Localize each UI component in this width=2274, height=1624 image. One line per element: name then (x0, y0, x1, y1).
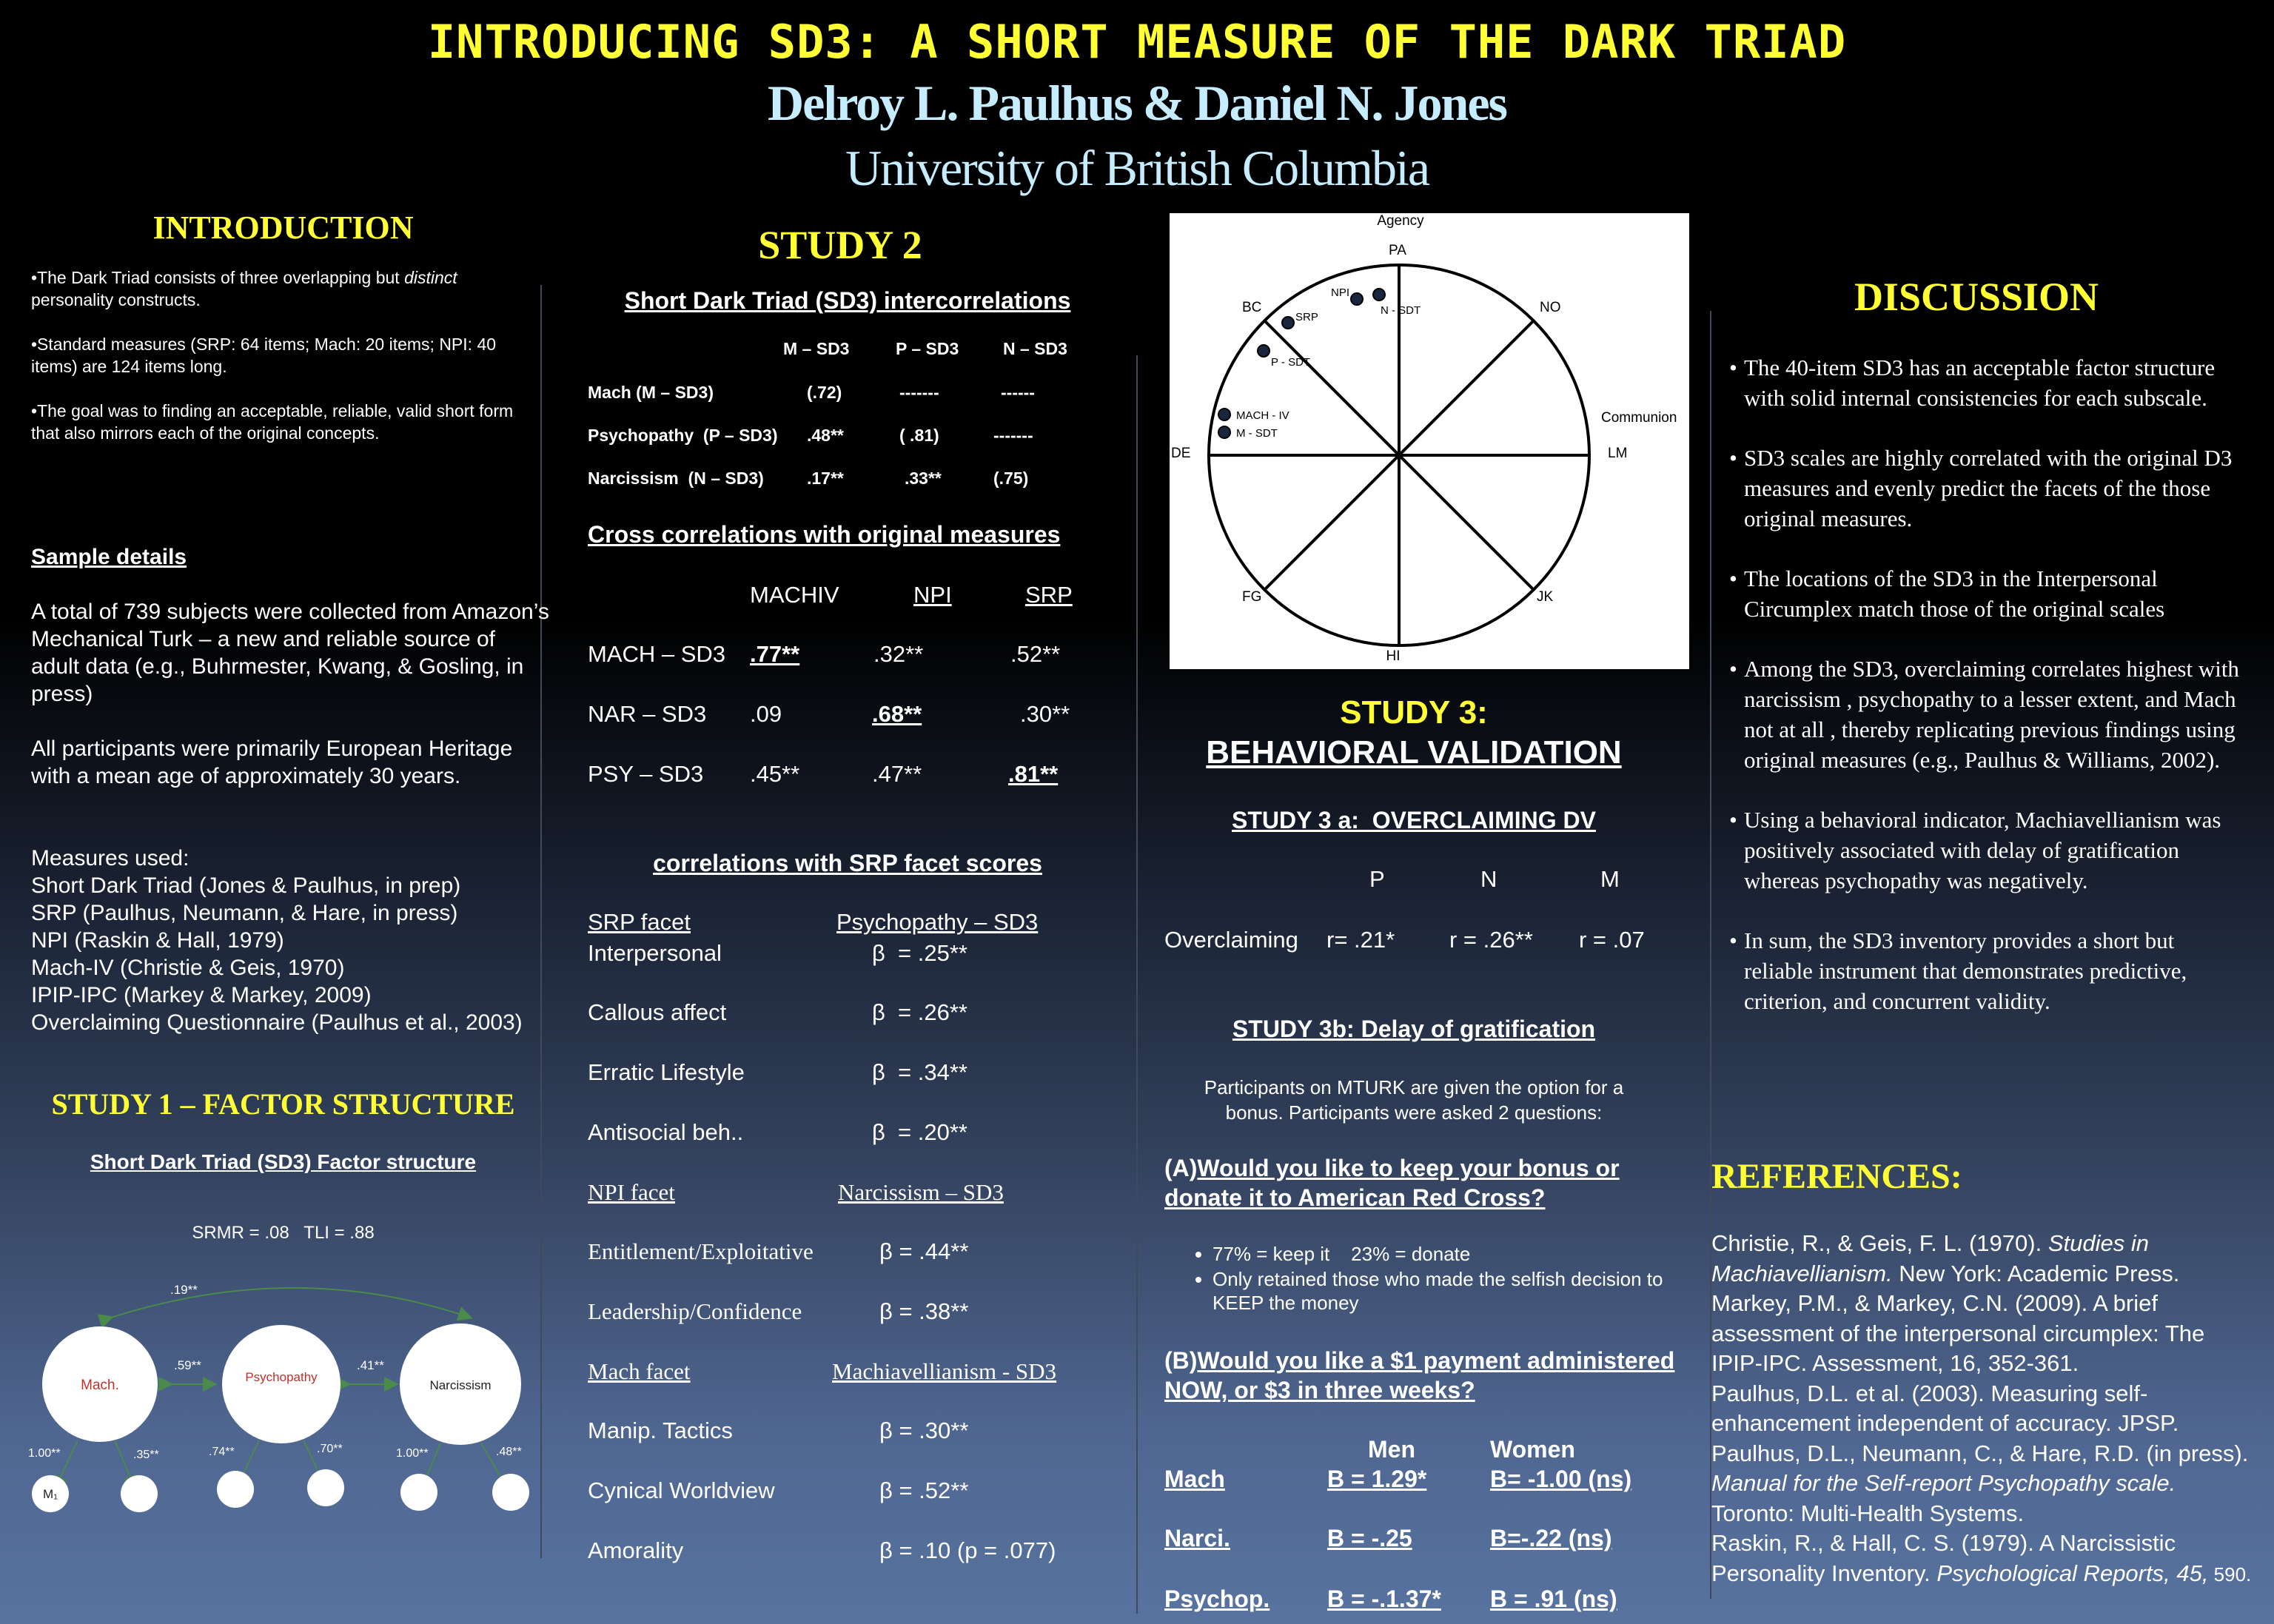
column-divider-2 (1136, 355, 1138, 1614)
indicator (400, 1474, 437, 1511)
label-lm: LM (1608, 446, 1628, 461)
overclaiming-value-m: r = .07 (1579, 927, 1645, 953)
indicator (492, 1474, 529, 1511)
facet-value: β = .38** (879, 1298, 969, 1324)
facet-header: NPI facet (588, 1179, 675, 1205)
cross-row-label: MACH – SD3 (588, 641, 726, 667)
study1-subtitle: Short Dark Triad (SD3) Factor structure (90, 1150, 477, 1173)
intercorr-row-label: Narcissism (N – SD3) (588, 469, 764, 488)
point-m-sdt (1218, 426, 1230, 438)
factor-label-mach: Mach. (81, 1378, 119, 1393)
point-label-m-sdt: M - SDT (1236, 427, 1278, 440)
discussion-list (1729, 352, 2247, 1046)
cross-header: SRP (1025, 582, 1073, 608)
intercorr-row-label: Psychopathy (P – SD3) (588, 426, 778, 445)
delay-cell-men: B = -.1.37* (1327, 1586, 1441, 1612)
discussion-point: • The 40-item SD3 has an acceptable factor structure with solid internal consistencies for each subscale. (1729, 352, 2247, 413)
reference-item: Christie, R., & Geis, F. L. (1970). Studies in Machiavellianism. New York: Academic Press. (1711, 1230, 2180, 1286)
intercorr-cell: (.75) (993, 469, 1029, 488)
facet-value: β = .20** (872, 1119, 967, 1145)
delay-header-women: Women (1490, 1436, 1575, 1463)
reference-item: Markey, P.M., & Markey, C.N. (2009). A brief assessment of the interpersonal circumplex: The IPIP-IPC. Assessment, 16, 352-361. (1711, 1290, 2205, 1376)
intercorr-cell: .33** (905, 469, 942, 488)
label-no: NO (1540, 300, 1561, 315)
intercorr-cell: ------- (993, 426, 1033, 445)
delay-header-men: Men (1368, 1436, 1415, 1463)
sample-para-2: All participants were primarily European Heritage with a mean age of approximately 30 years. (31, 736, 513, 788)
intro-bullet-3: •The goal was to finding an acceptable, reliable, valid short form that also mirrors each of the original concepts. (31, 401, 514, 443)
references-title: REFERENCES: (1711, 1157, 1962, 1196)
delay-cell-men: B = 1.29* (1327, 1466, 1427, 1492)
intercorr-cell: .48** (807, 426, 844, 445)
measure-item: NPI (Raskin & Hall, 1979) (31, 928, 284, 953)
overclaiming-value-n: r = .26** (1449, 927, 1533, 953)
path-label-mach-psy: .59** (174, 1358, 201, 1372)
indicator (121, 1475, 158, 1512)
measure-item: Overclaiming Questionnaire (Paulhus et al., 2003) (31, 1010, 523, 1035)
study3b-title: STUDY 3b: Delay of gratification (1232, 1016, 1596, 1042)
facet-label: Leadership/Confidence (588, 1298, 802, 1324)
facet-label: Interpersonal (588, 940, 722, 966)
facet-header: Mach facet (588, 1358, 691, 1384)
indicator (307, 1469, 344, 1506)
loading-label: .48** (496, 1446, 522, 1458)
facet-header: SRP facet (588, 909, 691, 935)
point-npi (1351, 293, 1363, 305)
intercorr-header: M – SD3 (783, 339, 850, 358)
cross-cell: .81** (1008, 761, 1059, 787)
facet-value: β = .25** (872, 940, 967, 966)
overclaiming-value-p: r= .21* (1326, 927, 1395, 953)
facet-label: Entitlement/Exploitative (588, 1238, 814, 1264)
reference-item: Raskin, R., & Hall, C. S. (1979). A Narcissistic Personality Inventory. Psychological Reports, 45, 590. (1711, 1530, 2252, 1586)
factor-structure-diagram (22, 1273, 540, 1525)
discussion-title: DISCUSSION (1854, 275, 2099, 319)
discussion-point: • Using a behavioral indicator, Machiavellianism was positively associated with delay of gratification whereas psychopathy was negatively. (1729, 805, 2247, 896)
facet-header: Machiavellianism - SD3 (832, 1358, 1057, 1384)
label-hi: HI (1386, 648, 1401, 664)
facet-label: Cynical Worldview (588, 1477, 775, 1503)
measure-item: Mach-IV (Christie & Geis, 1970) (31, 956, 345, 980)
intercorr-cell: ------ (1001, 383, 1035, 402)
facet-value: β = .10 (p = .077) (879, 1537, 1056, 1563)
cross-header: MACHIV (750, 582, 839, 608)
facet-label: Erratic Lifestyle (588, 1059, 745, 1085)
intercorr-cell: ( .81) (899, 426, 939, 445)
facet-label: Callous affect (588, 999, 727, 1025)
path-label-psy-nar: .41** (357, 1358, 384, 1372)
study3a-header-m: M (1600, 866, 1620, 892)
interpersonal-circumplex (1170, 213, 1689, 669)
study1-title: STUDY 1 – FACTOR STRUCTURE (51, 1087, 515, 1121)
point-label-mach-iv: MACH - IV (1236, 409, 1289, 422)
delay-row-label: Narci. (1164, 1525, 1230, 1551)
indicator-label: M₁ (43, 1487, 58, 1501)
label-de: DE (1171, 446, 1191, 461)
intercorr-header: P – SD3 (896, 339, 959, 358)
measure-item: Short Dark Triad (Jones & Paulhus, in prep) (31, 873, 461, 898)
facet-label: Amorality (588, 1537, 684, 1563)
intercorr-row-label: Mach (M – SD3) (588, 383, 714, 402)
facet-label: Manip. Tactics (588, 1417, 733, 1443)
study3a-header-n: N (1480, 866, 1497, 892)
indicator (217, 1471, 254, 1508)
loading-label: 1.00** (396, 1447, 429, 1460)
cross-header: NPI (913, 582, 952, 608)
facet-value: β = .44** (879, 1238, 969, 1264)
facet-value: β = .30** (879, 1417, 969, 1443)
facet-value: β = .26** (872, 999, 967, 1025)
factor-label-narcissism: Narcissism (429, 1378, 492, 1392)
cross-cell: .45** (750, 761, 800, 787)
loading-label: .74** (209, 1446, 235, 1458)
sample-para-1: A total of 739 subjects were collected from Amazon’s Mechanical Turk – a new and reliable source of adult data (e.g., Buhrmester, Kwang, & Gosling, in press) (31, 600, 549, 706)
intro-bullet-2: •Standard measures (SRP: 64 items; Mach: 20 items; NPI: 40 items) are 124 items long. (31, 335, 497, 376)
question-a: (A)Would you like to keep your bonus or donate it to American Red Cross? (1164, 1155, 1620, 1211)
overclaiming-label: Overclaiming (1164, 927, 1298, 953)
reference-item: Paulhus, D.L. et al. (2003). Measuring self-enhancement independent of accuracy. JPSP. (1711, 1380, 2179, 1436)
sample-text (31, 598, 549, 1036)
facet-label: Antisocial beh.. (588, 1119, 744, 1145)
facet-header: Narcissism – SD3 (838, 1179, 1004, 1205)
introduction-title: INTRODUCTION (152, 209, 414, 246)
introduction-text (31, 266, 534, 444)
measures-label: Measures used: (31, 846, 190, 870)
delay-row-label: Psychop. (1164, 1586, 1270, 1612)
loading-label: .70** (317, 1443, 343, 1455)
delay-cell-women: B = .91 (ns) (1490, 1586, 1617, 1612)
references-list (1711, 1229, 2274, 1589)
label-pa: PA (1389, 243, 1406, 258)
intercorr-cell: ------- (899, 383, 939, 402)
delay-cell-men: B = -.25 (1327, 1525, 1412, 1551)
cross-cell: .30** (1020, 701, 1070, 727)
path-label-top: .19** (170, 1283, 198, 1297)
question-a-bullets (1192, 1242, 1686, 1316)
loading-label: .35** (133, 1449, 159, 1461)
question-a-bullet: • Only retained those who made the selfish decision to KEEP the money (1213, 1267, 1686, 1315)
delay-cell-women: B=-.22 (ns) (1490, 1525, 1612, 1551)
cross-cell: .52** (1010, 641, 1061, 667)
discussion-point: • In sum, the SD3 inventory provides a short but reliable instrument that demonstrates predictive, criterion, and concurrent validity. (1729, 925, 2247, 1016)
label-bc: BC (1242, 300, 1262, 315)
poster-title: INTRODUCING SD3: A SHORT MEASURE OF THE DARK TRIAD (427, 15, 1847, 69)
point-p-sdt (1258, 345, 1270, 357)
discussion-point: • The locations of the SD3 in the Interpersonal Circumplex match those of the original scales (1729, 563, 2247, 624)
question-a-bullet: • 77% = keep it 23% = donate (1213, 1242, 1686, 1266)
poster-university: University of British Columbia (845, 140, 1429, 196)
facet-header: Psychopathy – SD3 (836, 909, 1039, 935)
label-jk: JK (1537, 589, 1554, 605)
intro-bullet-1: •The Dark Triad consists of three overlapping but distinct personality constructs. (31, 268, 457, 309)
cross-row-label: NAR – SD3 (588, 701, 707, 727)
cross-cell: .47** (872, 761, 922, 787)
measure-item: SRP (Paulhus, Neumann, & Hare, in press) (31, 901, 458, 925)
intercorr-cell: .17** (807, 469, 844, 488)
sample-title: Sample details (31, 545, 187, 569)
measure-item: IPIP-IPC (Markey & Markey, 2009) (31, 983, 372, 1007)
cross-cell: .09 (750, 701, 782, 727)
study3-subtitle: BEHAVIORAL VALIDATION (1206, 734, 1622, 771)
study3a-header-p: P (1369, 866, 1385, 892)
study3b-intro: Participants on MTURK are given the option for a bonus. Participants were asked 2 questions: (1204, 1076, 1624, 1124)
point-srp (1282, 317, 1294, 329)
delay-row-label: Mach (1164, 1466, 1225, 1492)
cross-cell: .32** (873, 641, 924, 667)
factor-label-psychopathy: Psychopathy (245, 1370, 318, 1384)
covariance-arc (111, 1288, 470, 1318)
factor-psychopathy (222, 1325, 341, 1443)
intercorr-title: Short Dark Triad (SD3) intercorrelations (624, 287, 1071, 314)
study1-fit-indices: SRMR = .08 TLI = .88 (192, 1223, 375, 1243)
delay-cell-women: B= -1.00 (ns) (1490, 1466, 1632, 1492)
facet-value: β = .34** (872, 1059, 967, 1085)
label-fg: FG (1242, 589, 1262, 605)
cross-corr-title: Cross correlations with original measures (588, 521, 1061, 548)
poster-authors: Delroy L. Paulhus & Daniel N. Jones (768, 75, 1506, 131)
point-label-n-sdt: N - SDT (1381, 304, 1421, 317)
discussion-point: • Among the SD3, overclaiming correlates highest with narcissism , psychopathy to a lesser extent, and Mach not at all , thereby replicating previous findings using original measures (e.g., Paulhus & Williams, 2002). (1729, 654, 2247, 775)
study3a-title: STUDY 3 a: OVERCLAIMING DV (1232, 807, 1596, 833)
study2-title: STUDY 2 (758, 223, 922, 267)
cross-cell: .68** (872, 701, 922, 727)
label-communion: Communion (1601, 410, 1677, 426)
loading-label: 1.00** (28, 1447, 61, 1460)
point-n-sdt (1373, 289, 1385, 301)
intercorr-header: N – SD3 (1003, 339, 1067, 358)
label-agency: Agency (1377, 213, 1424, 229)
question-b: (B)Would you like a $1 payment administered NOW, or $3 in three weeks? (1164, 1347, 1675, 1403)
point-mach-iv (1218, 409, 1230, 420)
intercorr-cell: (.72) (807, 383, 842, 402)
facet-title: correlations with SRP facet scores (653, 850, 1042, 876)
discussion-point: • SD3 scales are highly correlated with the original D3 measures and evenly predict the facets of the those original measures. (1729, 443, 2247, 534)
point-label-srp: SRP (1295, 311, 1318, 323)
reference-item: Paulhus, D.L., Neumann, C., & Hare, R.D. (in press). Manual for the Self-report Psychopathy scale. Toronto: Multi-Health Systems. (1711, 1440, 2274, 1526)
cross-row-label: PSY – SD3 (588, 761, 704, 787)
facet-value: β = .52** (879, 1477, 969, 1503)
point-label-p-sdt: P - SDT (1271, 356, 1311, 369)
point-label-npi: NPI (1331, 286, 1350, 299)
cross-cell: .77** (750, 641, 800, 667)
study3-title: STUDY 3: (1340, 694, 1488, 731)
